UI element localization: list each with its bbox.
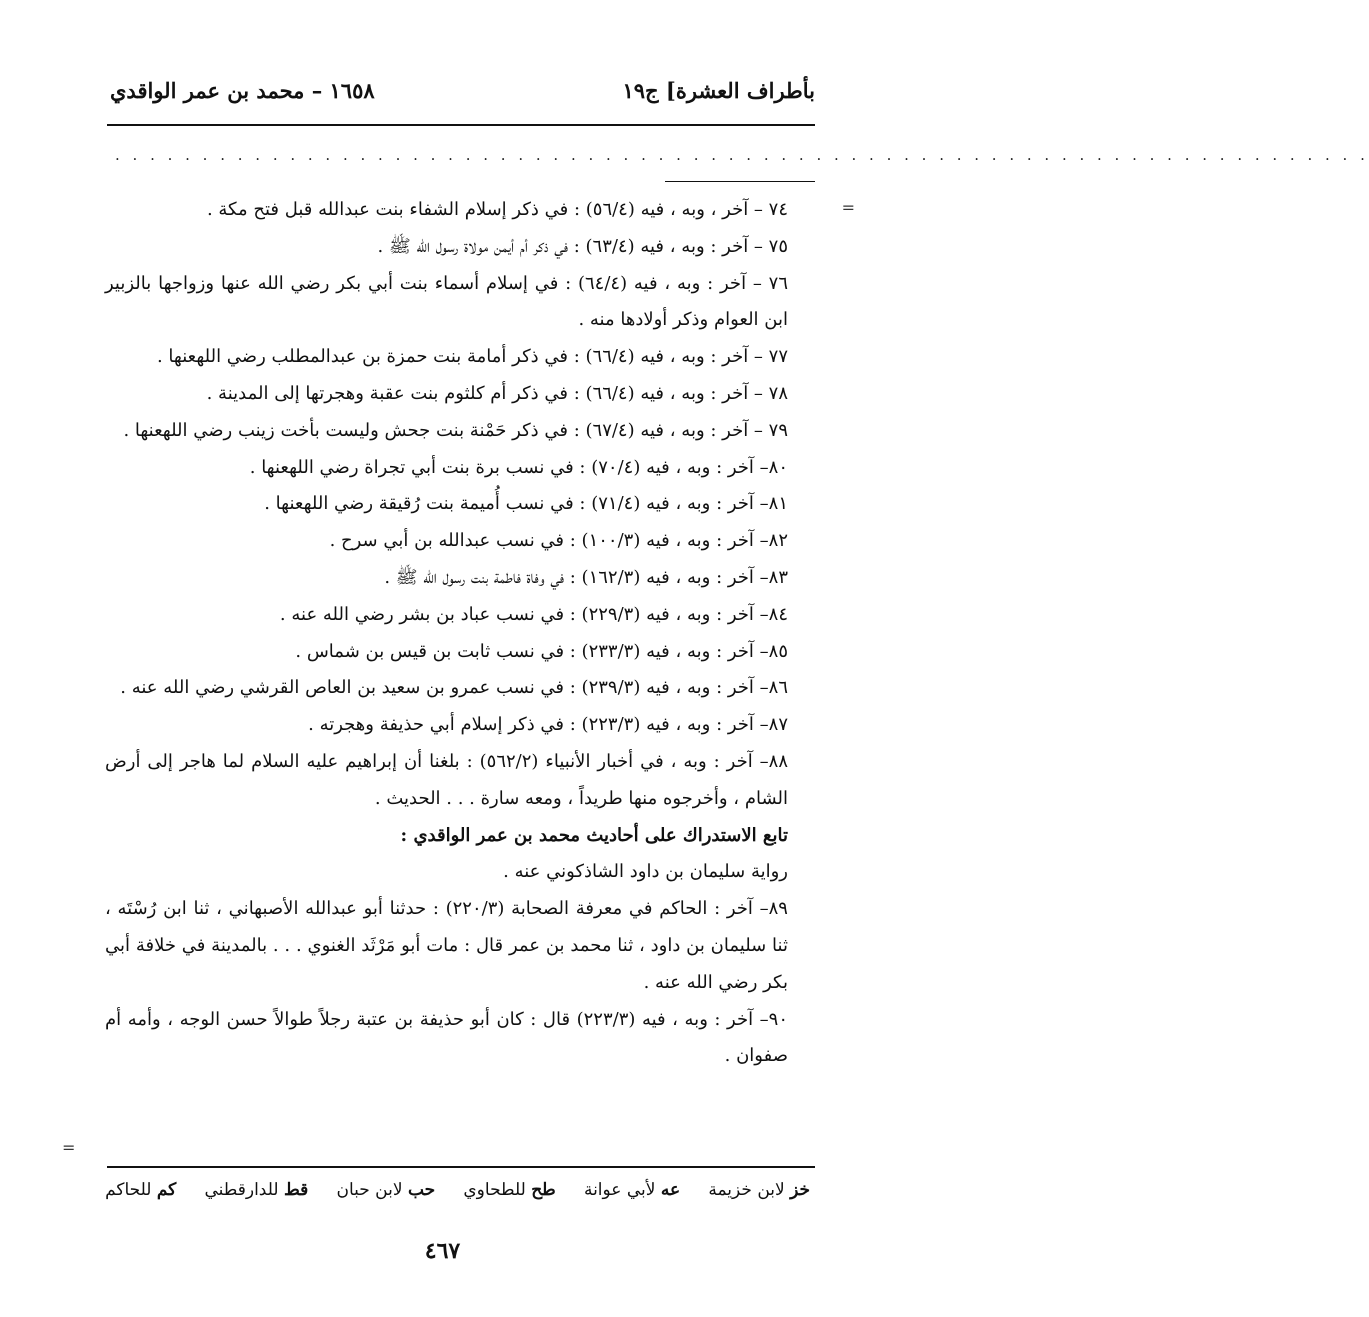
header-rule: [107, 124, 815, 126]
legend-item: طح للطحاوي: [463, 1180, 556, 1200]
entry-90: ٩٠– آخر : وبه ، فيه (٢٢٣/٣) قال : كان أبو حذيفة بن عتبة رجلاً طوالاً حسن الوجه ، وأمه أم صفوان .: [105, 1008, 788, 1067]
legend-item: عه لأبي عوانة: [583, 1180, 681, 1200]
entry-77: ٧٧ – آخر : وبه ، فيه (٦٦/٤) : في ذكر أمامة بنت حمزة بن عبدالمطلب رضي اللهعنها .: [156, 346, 788, 368]
legend-item: حب لابن حبان: [336, 1180, 436, 1200]
abbreviation-legend: [105, 1180, 810, 1200]
short-rule: [665, 181, 815, 182]
page-number: ٤٦٧: [424, 1238, 461, 1264]
entry-86: ٨٦– آخر : وبه ، فيه (٢٣٩/٣) : في نسب عمرو بن سعيد بن العاص القرشي رضي الله عنه .: [120, 677, 788, 699]
entry-81: ٨١– آخر : وبه ، فيه (٧١/٤) : في نسب أُميمة بنت رُقيقة رضي اللهعنها .: [264, 493, 788, 515]
ellipsis-dots: . . . . . . . . . . . . . . . . . . . . . . . . . . . . . . . . . . . . . . . . . . . . . . . . . . . . . . . . . . . . . . . . . . . . . . . .: [115, 146, 1369, 164]
entry-75: ٧٥ – آخر : وبه ، فيه (٦٣/٤) : في ذكر أم أيمن مولاة رسول الله ﷺ .: [377, 235, 788, 257]
entry-84: ٨٤– آخر : وبه ، فيه (٢٢٩/٣) : في نسب عباد بن بشر رضي الله عنه .: [279, 603, 788, 625]
entry-88: ٨٨– آخر : وبه ، في أخبار الأنبياء (٥٦٢/٢) : بلغنا أن إبراهيم عليه السلام لما هاجر إلى أرض الشام ، وأخرجوه منها طريداً ، ومعه سارة . . . الحديث .: [105, 750, 788, 809]
running-header-chapter: ١٦٥٨ – محمد بن عمر الواقدي: [110, 78, 375, 103]
entry-83: ٨٣– آخر : وبه ، فيه (١٦٢/٣) : في وفاة فاطمة بنت رسول الله ﷺ .: [384, 566, 788, 588]
entry-87: ٨٧– آخر : وبه ، فيه (٢٢٣/٣) : في ذكر إسلام أبي حذيفة وهجرته .: [308, 714, 788, 736]
entry-78: ٧٨ – آخر : وبه ، فيه (٦٦/٤) : في ذكر أم كلثوم بنت عقبة وهجرتها إلى المدينة .: [206, 382, 788, 404]
margin-mark-top: =: [841, 198, 855, 217]
section-heading: تابع الاستدراك على أحاديث محمد بن عمر الواقدي :: [400, 824, 788, 846]
main-text: [105, 192, 810, 1075]
margin-mark-bottom: =: [62, 1138, 76, 1157]
legend-item: كم للحاكم: [105, 1180, 177, 1200]
entry-82: ٨٢– آخر : وبه ، فيه (١٠٠/٣) : في نسب عبدالله بن أبي سرح .: [329, 530, 788, 552]
running-header-title: بأطراف العشرة] ج١٩: [622, 78, 815, 103]
entry-79: ٧٩ – آخر : وبه ، فيه (٦٧/٤) : في ذكر حَمْنة بنت جحش وليست بأخت زينب رضي اللهعنها .: [123, 419, 788, 441]
legend-item: قط للدارقطني: [204, 1180, 309, 1200]
entry-74: ٧٤ – آخر ، وبه ، فيه (٥٦/٤) : في ذكر إسلام الشفاء بنت عبدالله قبل فتح مكة .: [206, 199, 788, 220]
footer-rule: [107, 1166, 815, 1168]
entry-89: ٨٩– آخر : الحاكم في معرفة الصحابة (٢٢٠/٣) : حدثنا أبو عبدالله الأصبهاني ، ثنا ابن رُسْتَه ، ثنا سليمان بن داود ، ثنا محمد بن عمر قال : مات أبو مَرْثَد الغنوي . . . بالمدينة في خلافة أبي بكر رضي الله عنه .: [105, 898, 788, 993]
entry-76: ٧٦ – آخر : وبه ، فيه (٦٤/٤) : في إسلام أسماء بنت أبي بكر رضي الله عنها وزواجها بالزبير ابن العوام وذكر أولادها منه .: [105, 272, 789, 331]
riwaya-line: رواية سليمان بن داود الشاذكوني عنه .: [503, 861, 788, 883]
entry-80: ٨٠– آخر : وبه ، فيه (٧٠/٤) : في نسب برة بنت أبي تجراة رضي اللهعنها .: [249, 456, 788, 478]
entry-85: ٨٥– آخر : وبه ، فيه (٢٣٣/٣) : في نسب ثابت بن قيس بن شماس .: [295, 640, 788, 662]
legend-item: خز لابن خزيمة: [708, 1180, 810, 1200]
